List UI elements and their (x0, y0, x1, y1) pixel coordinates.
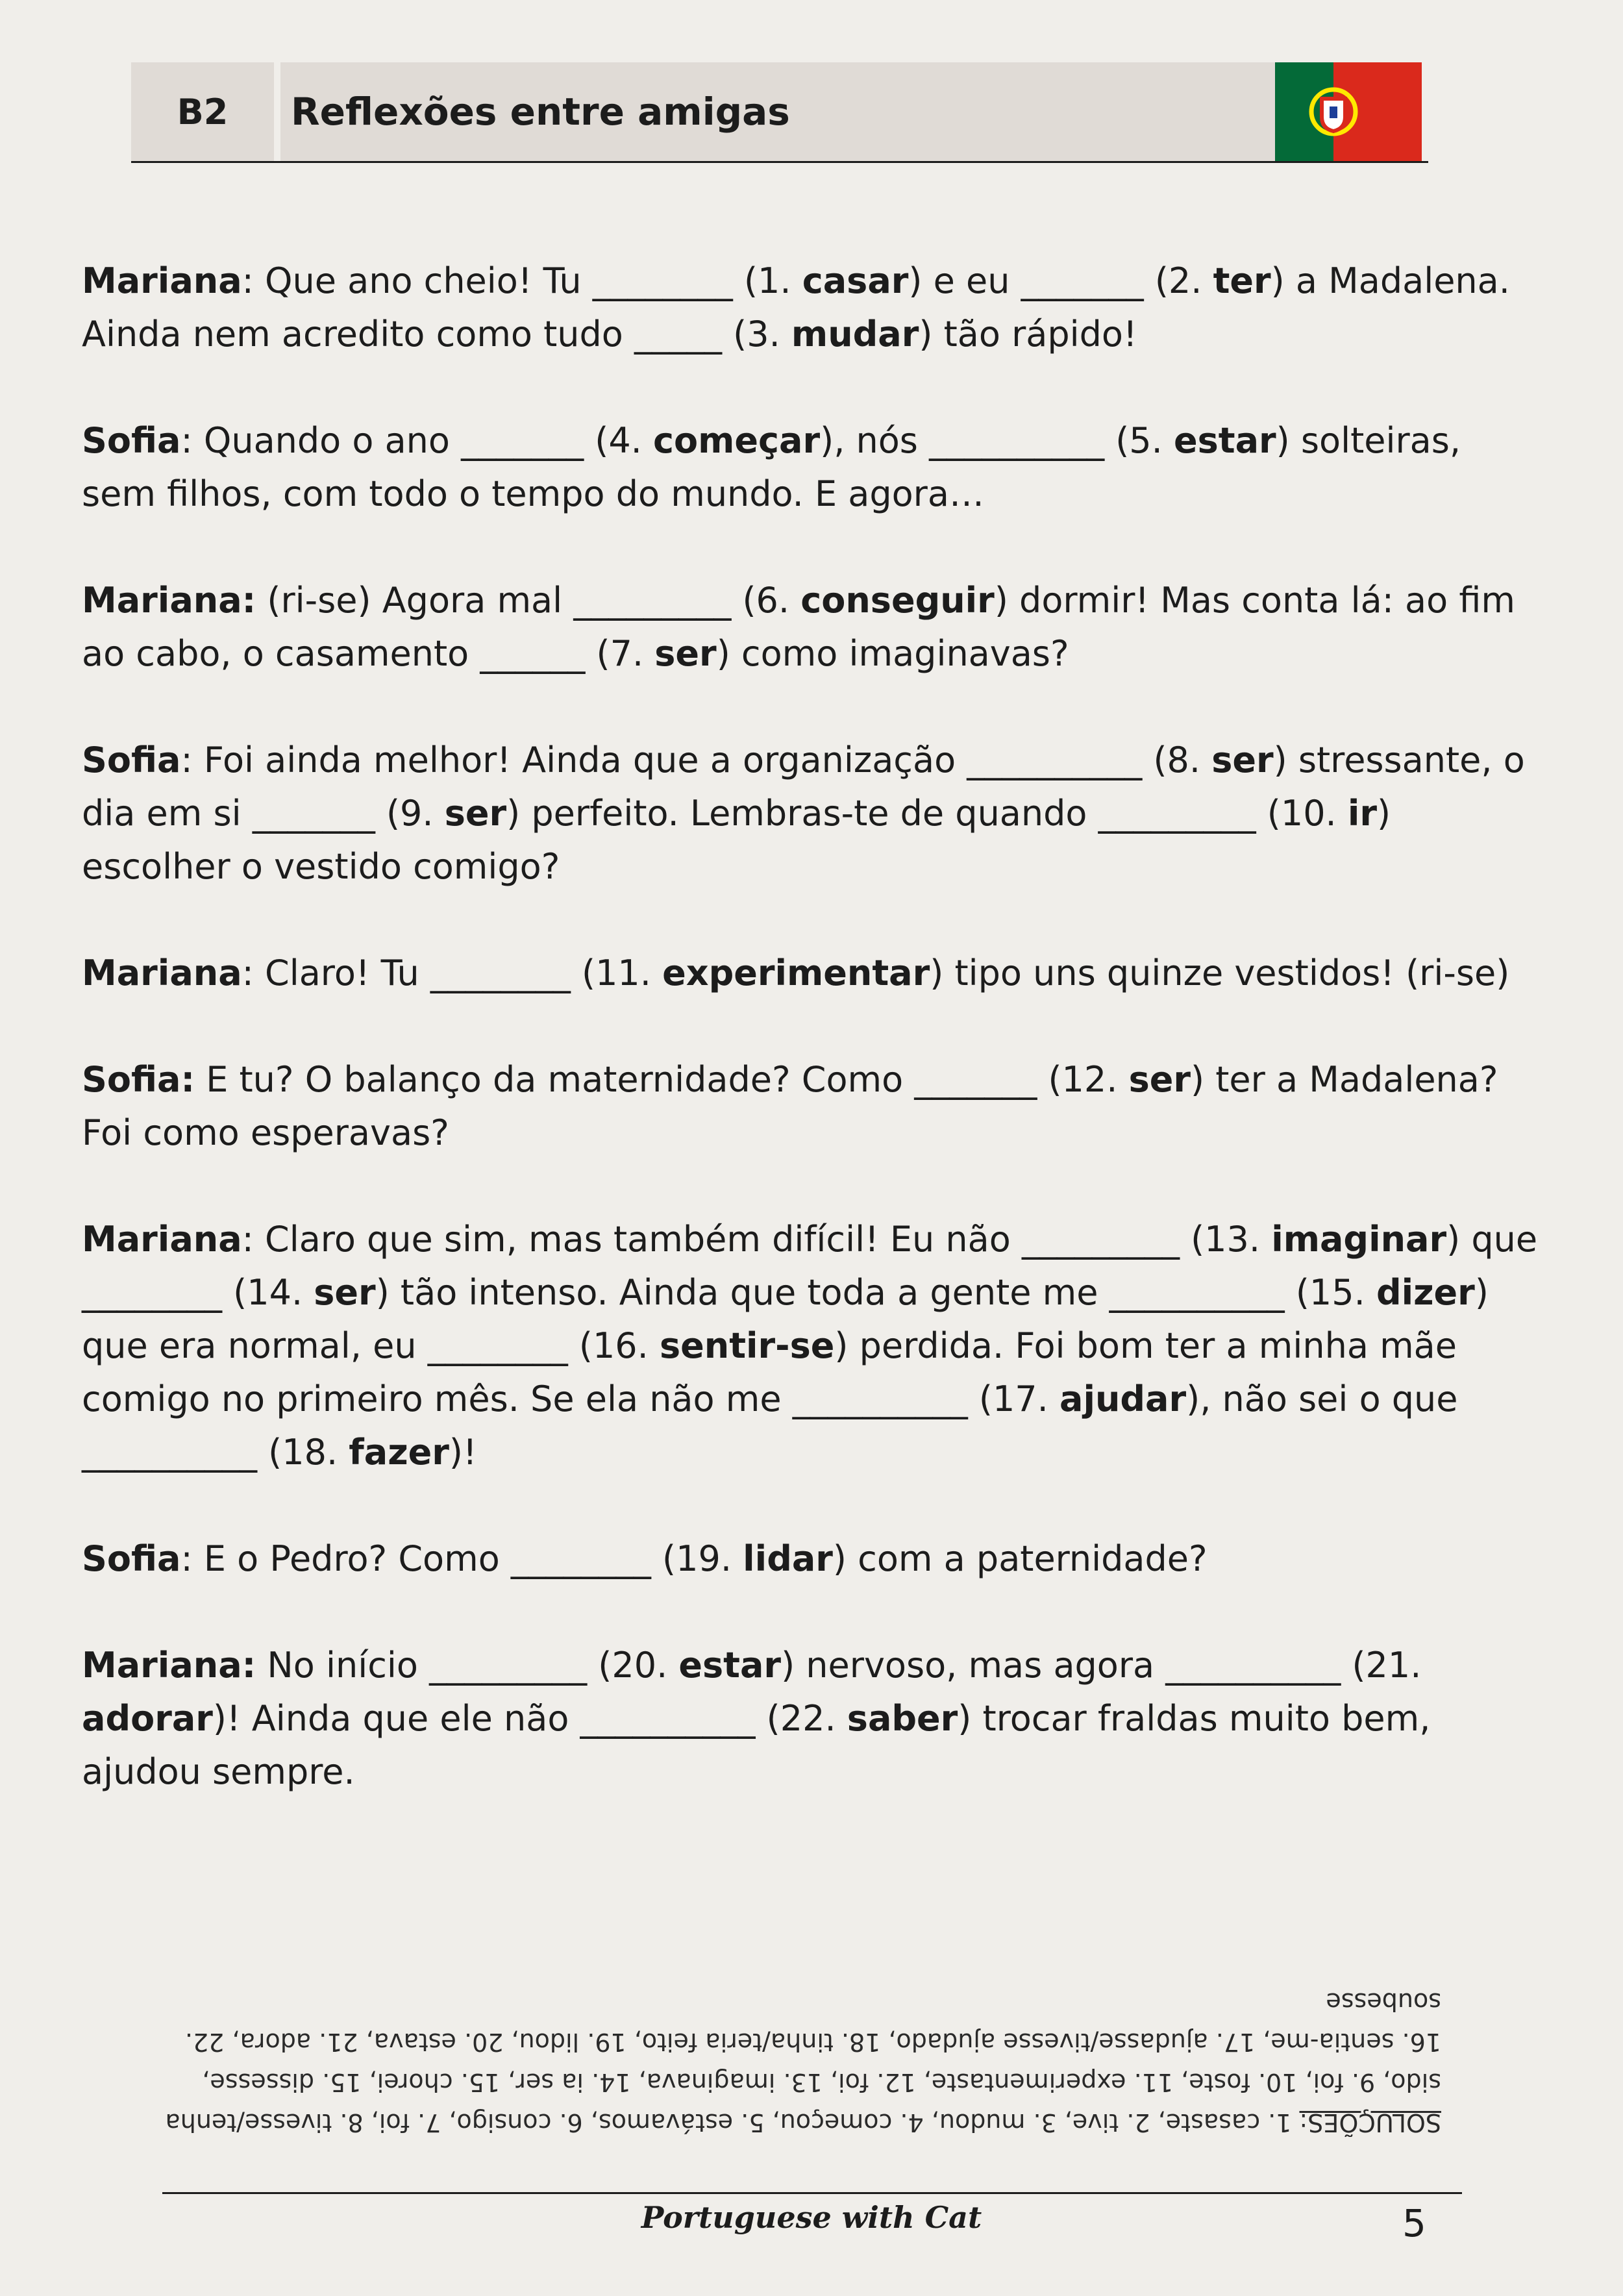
dialogue-turn: Mariana: (ri-se) Agora mal _________ (6. conseguir) dormir! Mas conta lá: ao fim ao cabo, o casamento ______ (7. ser) como imaginavas? (82, 580, 1515, 674)
speaker-name: Mariana (82, 260, 242, 301)
verb-prompt: começar (653, 420, 821, 461)
dialogue-turn: Mariana: Claro! Tu ________ (11. experimentar) tipo uns quinze vestidos! (ri-se) (82, 953, 1510, 993)
verb-prompt: experimentar (662, 953, 930, 993)
verb-prompt: lidar (743, 1538, 833, 1579)
verb-prompt: ir (1347, 793, 1378, 834)
verb-prompt: saber (847, 1698, 958, 1739)
verb-prompt: estar (678, 1645, 782, 1686)
verb-prompt: mudar (791, 314, 919, 355)
dialogue-turn: Sofia: E o Pedro? Como ________ (19. lidar) com a paternidade? (82, 1538, 1208, 1579)
page-number: 5 (1402, 2201, 1426, 2245)
verb-prompt: dizer (1376, 1272, 1475, 1313)
speaker-name: Sofia (82, 420, 181, 461)
speaker-name: Sofia (82, 740, 181, 780)
verb-prompt: ser (444, 793, 507, 834)
portugal-flag-icon (1275, 62, 1422, 161)
speaker-name: Mariana (82, 1219, 242, 1260)
verb-prompt: ser (1128, 1059, 1191, 1100)
level-badge: B2 (131, 62, 280, 161)
dialogue-turn: Sofia: Foi ainda melhor! Ainda que a organização __________ (8. ser) stressante, o dia em si _______ (9. ser) perfeito. Lembras-te de quando _________ (10. ir) escolher o vestido comigo? (82, 740, 1525, 887)
speaker-name: Sofia: (82, 1059, 195, 1100)
dialogue-turn: Mariana: No início _________ (20. estar) nervoso, mas agora __________ (21. adorar)! Ainda que ele não __________ (22. saber) trocar fraldas muito bem, ajudou sempre. (82, 1645, 1431, 1792)
verb-prompt: ser (654, 633, 717, 674)
speaker-name: Mariana: (82, 1645, 256, 1686)
verb-prompt: ser (314, 1272, 376, 1313)
verb-prompt: ajudar (1059, 1379, 1187, 1419)
dialogue-turn: Sofia: Quando o ano _______ (4. começar), nós __________ (5. estar) solteiras, sem filhos, com todo o tempo do mundo. E agora… (82, 420, 1461, 514)
dialogue-turn: Mariana: Que ano cheio! Tu ________ (1. casar) e eu _______ (2. ter) a Madalena. Ainda nem acredito como tudo _____ (3. mudar) tão rápido! (82, 260, 1510, 355)
verb-prompt: casar (802, 260, 909, 301)
speaker-name: Mariana: (82, 580, 256, 621)
solutions-key (156, 1982, 1441, 2143)
footer-brand: Portuguese with Cat (641, 2200, 982, 2235)
page-title: Reflexões entre amigas (280, 62, 1407, 161)
verb-prompt: sentir-se (660, 1325, 835, 1366)
verb-prompt: adorar (82, 1698, 213, 1739)
solutions-label: SOLUÇÕES: (1299, 2108, 1441, 2137)
dialogue-turn: Mariana: Claro que sim, mas também difícil! Eu não _________ (13. imaginar) que ________ (14. ser) tão intenso. Ainda que toda a gente me __________ (15. dizer) que era normal, eu ________ (16. sentir-se) perdida. Foi bom ter a minha mãe comigo no primeiro mês. Se ela não me __________ (17. ajudar), não sei o que __________ (18. fazer)! (82, 1219, 1538, 1473)
dialogue-text (82, 255, 1542, 1852)
solutions-text: 1. casaste, 2. tive, 3. mudou, 4. começou, 5. estávamos, 6. consigo, 7. foi, 8. tivesse/tenha sido, 9. foi, 10. foste, 11. experimentaste, 12. foi, 13. imaginava, 14. ia ser, 15. chorei, 15. dissesse, 16. sentia-me, 17. ajudasse/tivesse ajudado, 18. tinha/teria feito, 19. lidou, 20. estava, 21. adora, 22. soubesse (165, 1988, 1441, 2137)
page-header (131, 62, 1428, 163)
solutions-divider (162, 2192, 1462, 2194)
verb-prompt: conseguir (800, 580, 995, 621)
dialogue-turn: Sofia: E tu? O balanço da maternidade? Como _______ (12. ser) ter a Madalena? Foi como esperavas? (82, 1059, 1498, 1153)
verb-prompt: ser (1211, 740, 1274, 780)
speaker-name: Mariana (82, 953, 242, 993)
speaker-name: Sofia (82, 1538, 181, 1579)
verb-prompt: fazer (349, 1432, 449, 1473)
verb-prompt: ter (1213, 260, 1271, 301)
verb-prompt: estar (1174, 420, 1276, 461)
verb-prompt: imaginar (1271, 1219, 1447, 1260)
